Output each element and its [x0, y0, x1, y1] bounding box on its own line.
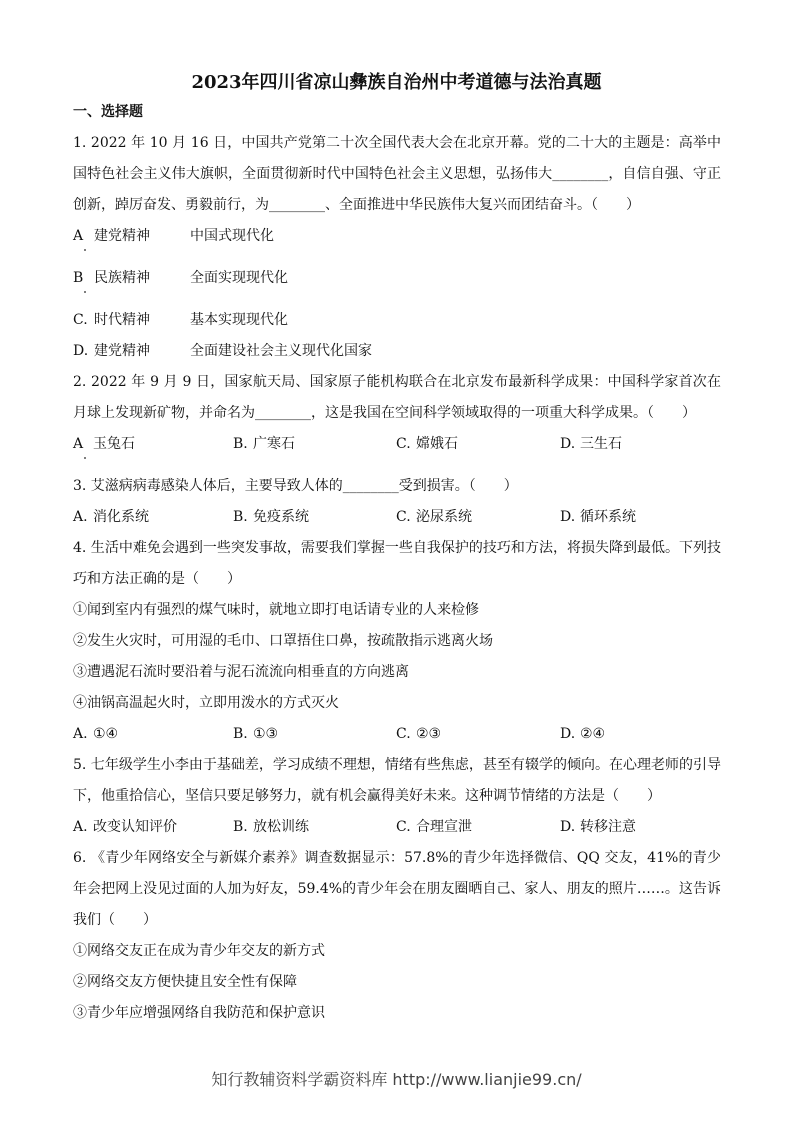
option-text: 循环系统 — [580, 509, 636, 525]
statement-item: ②发生火灾时，可用湿的毛巾、口罩捂住口鼻，按疏散指示逃离火场 — [73, 633, 493, 649]
option-text: 广寒石 — [253, 436, 295, 452]
question-stem: 3. 艾滋病病毒感染人体后，主要导致人体的________受到损害。（ ） — [73, 478, 518, 494]
statement-item: ③遭遇泥石流时要沿着与泥石流流向相垂直的方向逃离 — [73, 664, 409, 680]
option-b — [73, 263, 721, 305]
option-text: 消化系统 — [93, 509, 149, 525]
option-text: ②④ — [580, 726, 606, 742]
option-label: B — [73, 270, 84, 286]
option-d — [73, 336, 721, 367]
option-a — [73, 812, 177, 843]
footer-watermark: 知行教辅资料学霸资料库 http://www.lianjie99.cn/ — [211, 1070, 582, 1089]
option-c — [396, 429, 458, 460]
option-text: 合理宣泄 — [416, 819, 472, 835]
option-text: ②③ — [416, 726, 442, 742]
option-label: C. — [396, 436, 411, 452]
option-label: B. — [233, 726, 248, 742]
option-label: D. — [73, 343, 89, 359]
question-4 — [73, 533, 721, 750]
options-row — [73, 429, 721, 471]
option-label: A — [73, 228, 84, 244]
option-text: ①④ — [93, 726, 119, 742]
option-label: A — [73, 436, 84, 452]
option-b — [233, 502, 309, 533]
option-text: 转移注意 — [580, 819, 636, 835]
option-d — [560, 429, 622, 460]
statement-item: ④油锅高温起火时，立即用泼水的方式灭火 — [73, 695, 339, 711]
option-d — [560, 719, 605, 750]
option-text: 放松训练 — [253, 819, 309, 835]
option-text: 嫦娥石 — [416, 436, 458, 452]
option-text: 玉兔石 — [93, 436, 135, 452]
option-a — [73, 719, 118, 750]
question-stem: 5. 七年级学生小李由于基础差，学习成绩不理想，情绪有些焦虑，甚至有辍学的倾向。在心理老师的引导下，他重拾信心，坚信只要足够努力，就有机会赢得美好未来。这种调节情绪的方法是（ ） — [73, 757, 721, 804]
statement-item: ①闻到室内有强烈的煤气味时，就地立即打电话请专业的人来检修 — [73, 602, 479, 618]
option-a — [73, 221, 721, 263]
stray-dot-mark — [84, 249, 86, 251]
option-c — [396, 812, 472, 843]
option-label: C. — [396, 726, 411, 742]
question-2 — [73, 367, 721, 471]
option-text-2: 全面建设社会主义现代化国家 — [190, 343, 372, 359]
option-d — [560, 812, 636, 843]
option-text: 免疫系统 — [253, 509, 309, 525]
option-text-1: 建党精神 — [94, 343, 150, 359]
option-label: C. — [73, 312, 88, 328]
option-text-1: 时代精神 — [94, 312, 150, 328]
option-label: C. — [396, 819, 411, 835]
option-label: B. — [233, 436, 248, 452]
option-label: D. — [560, 509, 576, 525]
option-label: D. — [560, 819, 576, 835]
statement-item: ③青少年应增强网络自我防范和保护意识 — [73, 1005, 325, 1021]
option-label: A. — [73, 509, 88, 525]
option-c — [396, 719, 441, 750]
option-b — [233, 719, 278, 750]
option-text-2: 基本实现现代化 — [190, 312, 288, 328]
question-3 — [73, 471, 721, 533]
page-title: 2023年四川省凉山彝族自治州中考道德与法治真题 — [191, 72, 602, 93]
option-d — [560, 502, 636, 533]
option-label: B. — [233, 819, 248, 835]
option-text: ①③ — [253, 726, 279, 742]
stray-dot-mark — [84, 457, 86, 459]
question-5 — [73, 750, 721, 843]
question-stem: 6. 《青少年网络安全与新媒介素养》调查数据显示：57.8%的青少年选择微信、QQ 交友，41%的青少年会把网上没见过面的人加为好友，59.4%的青少年会在朋友圈晒自己、家人、朋友的照片……。这告诉我们（ ） — [73, 850, 721, 928]
option-text-1: 民族精神 — [94, 270, 150, 286]
question-stem: 2. 2022 年 9 月 9 日，国家航天局、国家原子能机构联合在北京发布最新科学成果：中国科学家首次在月球上发现新矿物，并命名为________，这是我国在空间科学领域取得的一项重大科学成果。（ ） — [73, 374, 721, 421]
option-label: C. — [396, 509, 411, 525]
question-stem: 4. 生活中难免会遇到一些突发事故，需要我们掌握一些自我保护的技巧和方法，将损失降到最低。下列技巧和方法正确的是（ ） — [73, 540, 721, 587]
statement-item: ①网络交友正在成为青少年交友的新方式 — [73, 943, 325, 959]
question-stem: 1. 2022 年 10 月 16 日，中国共产党第二十次全国代表大会在北京开幕。党的二十大的主题是：高举中国特色社会主义伟大旗帜，全面贯彻新时代中国特色社会主义思想，弘扬伟大________，自信自强、守正创新，踔厉奋发、勇毅前行，为________、全面推进中华民族伟大复兴而团结奋斗。（ ） — [73, 135, 721, 213]
section-heading: 一、选择题 — [73, 104, 143, 120]
exam-content — [73, 97, 721, 1029]
option-c — [73, 305, 721, 336]
options-row — [73, 719, 721, 750]
statement-item: ②网络交友方便快捷且安全性有保障 — [73, 974, 297, 990]
options-row — [73, 812, 721, 843]
option-text: 泌尿系统 — [416, 509, 472, 525]
option-text: 三生石 — [580, 436, 622, 452]
option-label: A. — [73, 726, 88, 742]
question-6 — [73, 843, 721, 1029]
option-text-2: 中国式现代化 — [190, 228, 274, 244]
option-label: A. — [73, 819, 88, 835]
option-text-2: 全面实现现代化 — [190, 270, 288, 286]
option-a — [73, 502, 149, 533]
stray-dot-mark — [84, 291, 86, 293]
option-label: D. — [560, 726, 576, 742]
option-text: 改变认知评价 — [93, 819, 177, 835]
option-text-1: 建党精神 — [94, 228, 150, 244]
option-label: B. — [233, 509, 248, 525]
option-label: D. — [560, 436, 576, 452]
option-a — [73, 429, 135, 460]
option-b — [233, 812, 309, 843]
option-b — [233, 429, 295, 460]
question-1 — [73, 128, 721, 367]
options-row — [73, 502, 721, 533]
option-c — [396, 502, 472, 533]
